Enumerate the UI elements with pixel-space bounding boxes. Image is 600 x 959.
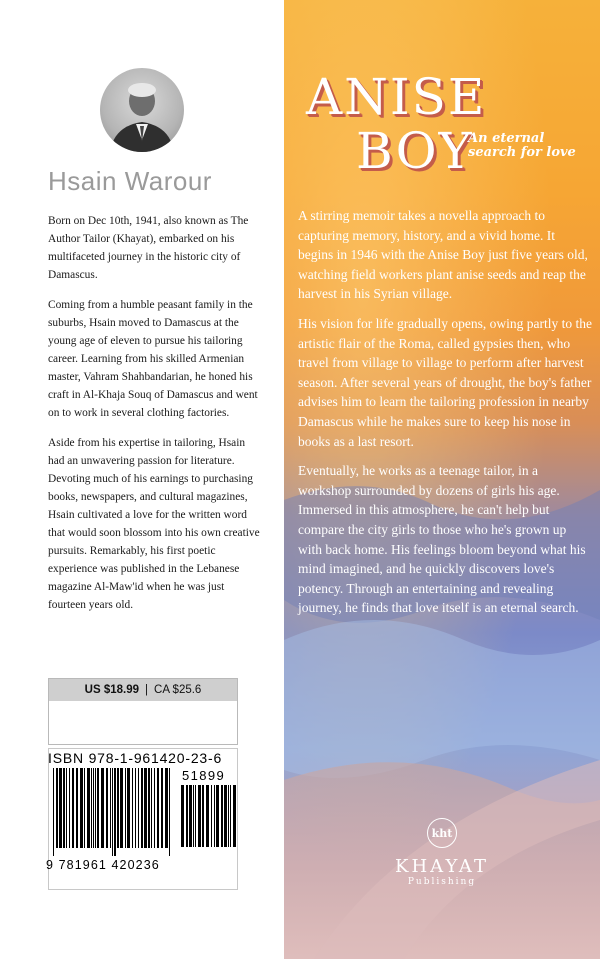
publisher-mark-icon: kht: [427, 818, 457, 848]
publisher-logo: [284, 818, 600, 887]
blurb-paragraph: A stirring memoir takes a novella approach to capturing memory, history, and a vivid home. It begins in 1946 with the Anise Boy just five years old, watching field workers plant anise seeds and reap the harvest in his Syrian village.: [298, 208, 588, 302]
author-name: Hsain Warour: [48, 166, 212, 196]
barcode-digits: 9 781961 420236: [46, 858, 160, 872]
barcode-addon-number: 51899: [182, 768, 226, 783]
bio-paragraph: Aside from his expertise in tailoring, Hsain had an unwavering passion for literature. Devoting much of his earnings to purchasing books, newspapers, and cultural magazines, Hsain cultivated a love for the written word that would soon blossom into his own creative pursuits. Remarkably, his first poetic experience was published in the Lebanese magazine Al-Maw'id when he was just fourteen years old.: [48, 437, 260, 611]
barcode-main: [52, 768, 174, 856]
author-bio: [48, 212, 263, 626]
publisher-name: KHAYAT: [395, 856, 489, 877]
book-title: [306, 70, 486, 178]
price-ca: CA $25.6: [154, 684, 202, 696]
back-panel: [0, 0, 276, 959]
price-bar: [49, 679, 237, 701]
price-separator: |: [145, 684, 149, 696]
isbn-number: ISBN 978-1-961420-23-6: [48, 750, 223, 766]
book-tagline: An eternal search for love: [468, 131, 576, 160]
blurb-paragraph: His vision for life gradually opens, owing partly to the artistic flair of the Roma, called gypsies then, who travel from village to village to perform after harvest season. After several years of drought, the boy's father advises him to learn the tailoring profession in nearby Damascus while he makes sure to keep his nose in books as a last resort.: [298, 315, 592, 449]
barcode-addon: [180, 785, 236, 855]
price-box: [48, 678, 238, 745]
book-blurb: [298, 206, 592, 628]
bio-paragraph: Coming from a humble peasant family in the suburbs, Hsain moved to Damascus at the young age of eleven to pursue his tailoring career. Learning from his skilled Armenian master, Vahram Shahbandarian, he honed his craft in Al-Khaja Souq of Damascus and went on to work in several clothing factories.: [48, 299, 258, 419]
front-cover-panel: [284, 0, 600, 959]
blurb-paragraph: Eventually, he works as a teenage tailor, in a workshop surrounded by dozens of girls his age. Immersed in this atmosphere, he can't help but compare the city girls to those who he's grown up with back home. His feelings bloom beyond what his mind imagined, and he quickly discovers love's potency. Through an entertaining and revealing journey, he finds that love itself is an eternal search.: [298, 463, 586, 616]
publisher-subtitle: Publishing: [407, 877, 477, 887]
title-line-1: ANISE: [306, 68, 487, 126]
bio-paragraph: Born on Dec 10th, 1941, also known as The Author Tailor (Khayat), embarked on his multifaceted journey in the historic city of Damascus.: [48, 215, 249, 281]
author-photo: [100, 68, 184, 152]
price-us: US $18.99: [84, 684, 140, 696]
title-line-2: BOY: [356, 122, 474, 180]
